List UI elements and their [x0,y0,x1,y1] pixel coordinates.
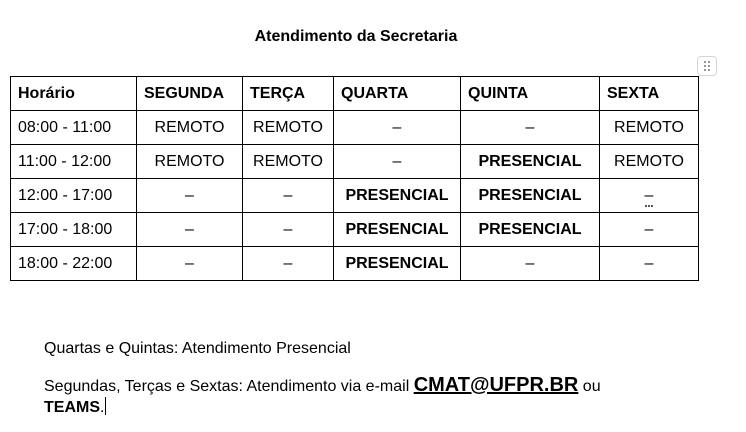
table-cell: PRESENCIAL [334,213,461,247]
teams-label: TEAMS [44,399,100,416]
table-cell: 08:00 - 11:00 [11,111,137,145]
drag-handle-icon [703,60,711,72]
table-cell: REMOTO [243,111,334,145]
table-cell: 11:00 - 12:00 [11,145,137,179]
table-cell: – [334,145,461,179]
table-cell: – [461,247,600,281]
header-quarta: QUARTA [334,77,461,111]
note-remote-mid: ou [578,378,601,395]
table-cell: 18:00 - 22:00 [11,247,137,281]
table-row [11,179,699,213]
header-horario: Horário [11,77,137,111]
table-cell: PRESENCIAL [334,247,461,281]
table-cell: REMOTO [137,111,243,145]
table-cell: – [600,213,699,247]
email-address[interactable]: CMAT@UFPR.BR [413,374,579,396]
table-row [11,247,699,281]
table-row [11,213,699,247]
spellcheck-marked-text: – [645,187,654,207]
note-presencial: Quartas e Quintas: Atendimento Presencial [44,340,351,357]
table-cell: PRESENCIAL [461,213,600,247]
table-cell: – [600,247,699,281]
table-cell: 12:00 - 17:00 [11,179,137,213]
header-quinta: QUINTA [461,77,600,111]
table-cell [600,179,699,213]
table-cell: 17:00 - 18:00 [11,213,137,247]
table-cell: – [461,111,600,145]
table-cell: REMOTO [243,145,334,179]
table-cell: – [137,247,243,281]
table-cell: – [243,213,334,247]
table-cell: – [334,111,461,145]
header-segunda: SEGUNDA [137,77,243,111]
table-drag-handle[interactable] [697,56,717,76]
table-cell: PRESENCIAL [461,145,600,179]
note-remote-prefix: Segundas, Terças e Sextas: Atendimento via e-mail [44,378,414,395]
note-period: . [100,399,105,416]
table-cell: – [243,179,334,213]
schedule-table [10,76,699,281]
table-cell: REMOTO [600,111,699,145]
table-cell: REMOTO [137,145,243,179]
header-terca: TERÇA [243,77,334,111]
table-cell: – [137,179,243,213]
table-cell: REMOTO [600,145,699,179]
table-cell: – [137,213,243,247]
table-row [11,145,699,179]
table-row [11,111,699,145]
text-cursor [105,397,106,415]
table-cell: PRESENCIAL [334,179,461,213]
table-cell: PRESENCIAL [461,179,600,213]
header-sexta: SEXTA [600,77,699,111]
table-cell: – [243,247,334,281]
document-title: Atendimento da Secretaria [254,28,458,45]
note-remote [44,375,684,418]
table-header-row [11,77,699,111]
